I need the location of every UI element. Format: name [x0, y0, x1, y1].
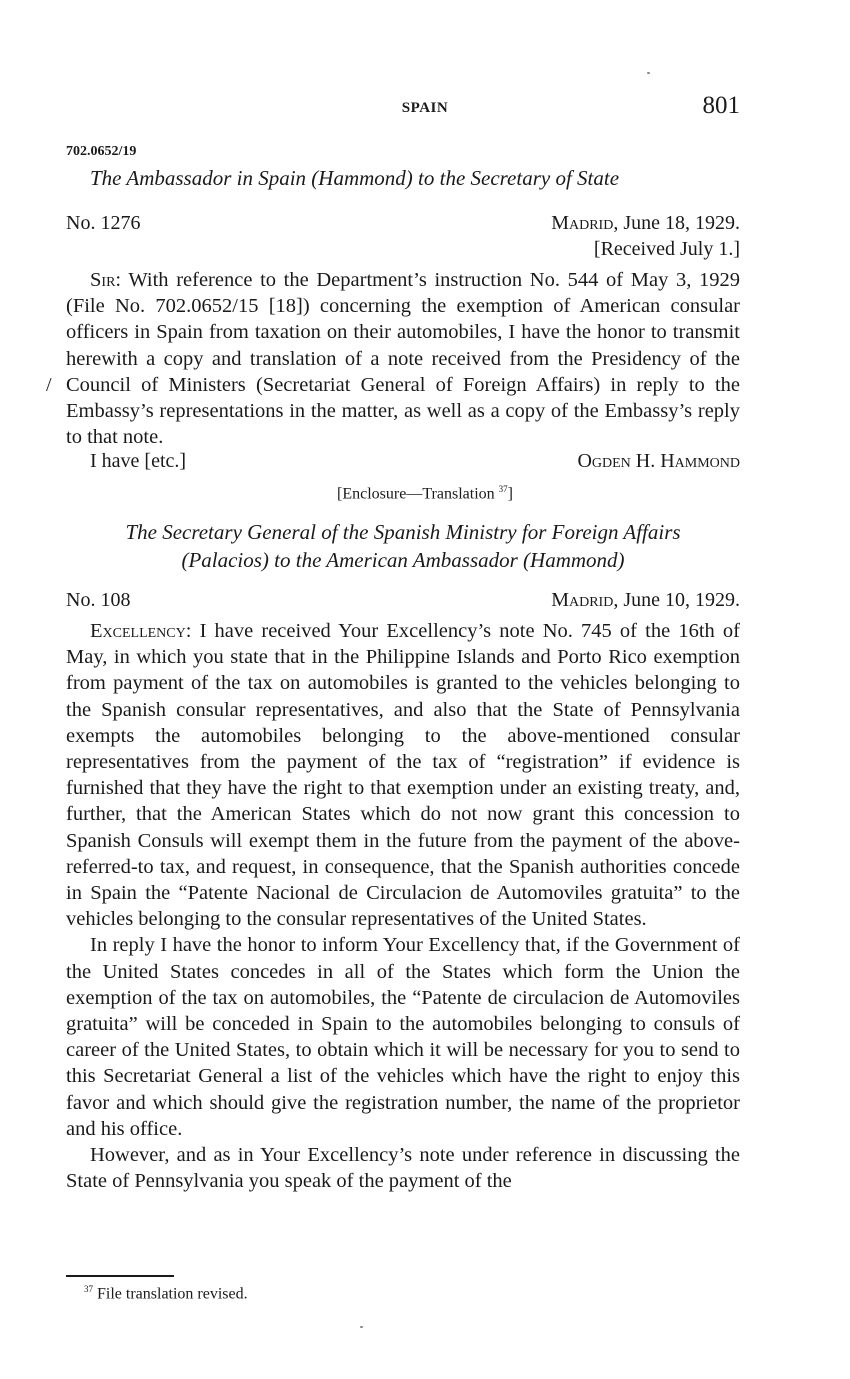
footnote-text: File translation revised.: [97, 1285, 248, 1303]
paper-speck: [360, 1326, 363, 1328]
enclosure-salutation: Excellency:: [90, 620, 192, 642]
enclosure-paragraph-3: However, and as in Your Excellency’s note under reference in discussing the State of Pennsylvania you speak of the payment of the: [66, 1144, 740, 1193]
enclosure-place-date: [551, 589, 740, 612]
closing: I have [etc.]: [90, 450, 187, 472]
enclosure-number: No. 108: [66, 589, 131, 611]
dispatch-date: June 18, 1929.: [623, 212, 740, 234]
paragraph-text: With reference to the Department’s instruction No. 544 of May 3, 1929 (File No. 702.0652/15 [18]) concerning the exemption of American consular officers in Spain from taxation on their automobiles, I have the honor to transmit herewith a copy and translation of a note received from the Presidency of the Council of Ministers (Secretariat General of Foreign Affairs) in reply to the Embassy’s representations in the matter, as well as a copy of the Embassy’s reply to that note.: [66, 269, 740, 449]
enclosure-body: [66, 618, 740, 1194]
enclosure-text: [Enclosure—Translation: [337, 485, 495, 503]
page-number: 801: [702, 92, 740, 119]
enclosure-title-line1: The Secretary General of the Spanish Ministry for Foreign Affairs: [125, 520, 681, 544]
letter-paragraph: [66, 267, 740, 450]
enclosure-label: [0, 484, 850, 503]
enclosure-place: Madrid,: [551, 589, 619, 611]
salutation: Sir:: [90, 269, 122, 291]
margin-mark: /: [46, 374, 52, 396]
document-title: The Ambassador in Spain (Hammond) to the Secretary of State: [90, 166, 620, 190]
dispatch-line: [66, 212, 740, 235]
enclosure-dispatch-line: [66, 589, 740, 612]
footnote: [84, 1284, 758, 1303]
dispatch-number: No. 1276: [66, 212, 141, 234]
dispatch-place-date: [551, 212, 740, 235]
footnote-divider: [66, 1275, 174, 1277]
enclosure-paragraph-1: [66, 618, 740, 932]
dispatch-place: Madrid,: [551, 212, 619, 234]
footnote-ref: 37: [498, 484, 508, 494]
letter-body: [66, 267, 740, 450]
paper-speck: [647, 72, 650, 74]
footnote-number: 37: [84, 1284, 93, 1294]
signature: Ogden H. Hammond: [577, 450, 740, 472]
enclosure-bracket: ]: [507, 485, 513, 503]
enclosure-title: [66, 518, 740, 574]
paragraph-text: I have received Your Excellency’s note No. 745 of the 16th of May, in which you state that in the Philippine Islands and Porto Rico exemption from payment of the tax on automobiles is granted to the vehicles belonging to the Spanish consular representatives, and also that the State of Pennsylvania exempts the automobiles belonging to the above-mentioned consular representatives from the payment of the tax of “registration” if evidence is furnished that they have the right to that exemption under an existing treaty, and, further, that the American States which do not now grant this concession to Spanish Consuls will exempt them in the future from the payment of the above-referred-to tax, and request, in consequence, that the Spanish authorities concede in Spain the “Patente Nacional de Circulacion de Automoviles gratuita” to the vehicles belonging to the consular representatives of the United States.: [66, 620, 740, 931]
enclosure-date: June 10, 1929.: [623, 589, 740, 611]
enclosure-title-line2: (Palacios) to the American Ambassador (Hammond): [181, 548, 625, 572]
signature-line: [66, 450, 740, 473]
running-title: SPAIN: [401, 100, 449, 116]
enclosure-paragraph-2: In reply I have the honor to inform Your Excellency that, if the Government of the United States concedes in all of the States which form the Union the exemption of the tax on automobiles, the “Patente de circulacion de Automoviles gratuita” will be conceded in Spain to the automobiles belonging to consuls of career of the United States, to obtain which it will be necessary for you to send to this Secretariat General a list of the vehicles which have the right to enjoy this favor and which should give the registration number, the name of the proprietor and his office.: [66, 934, 740, 1140]
received-date: [Received July 1.]: [593, 238, 740, 260]
file-number: 702.0652/19: [66, 144, 137, 159]
